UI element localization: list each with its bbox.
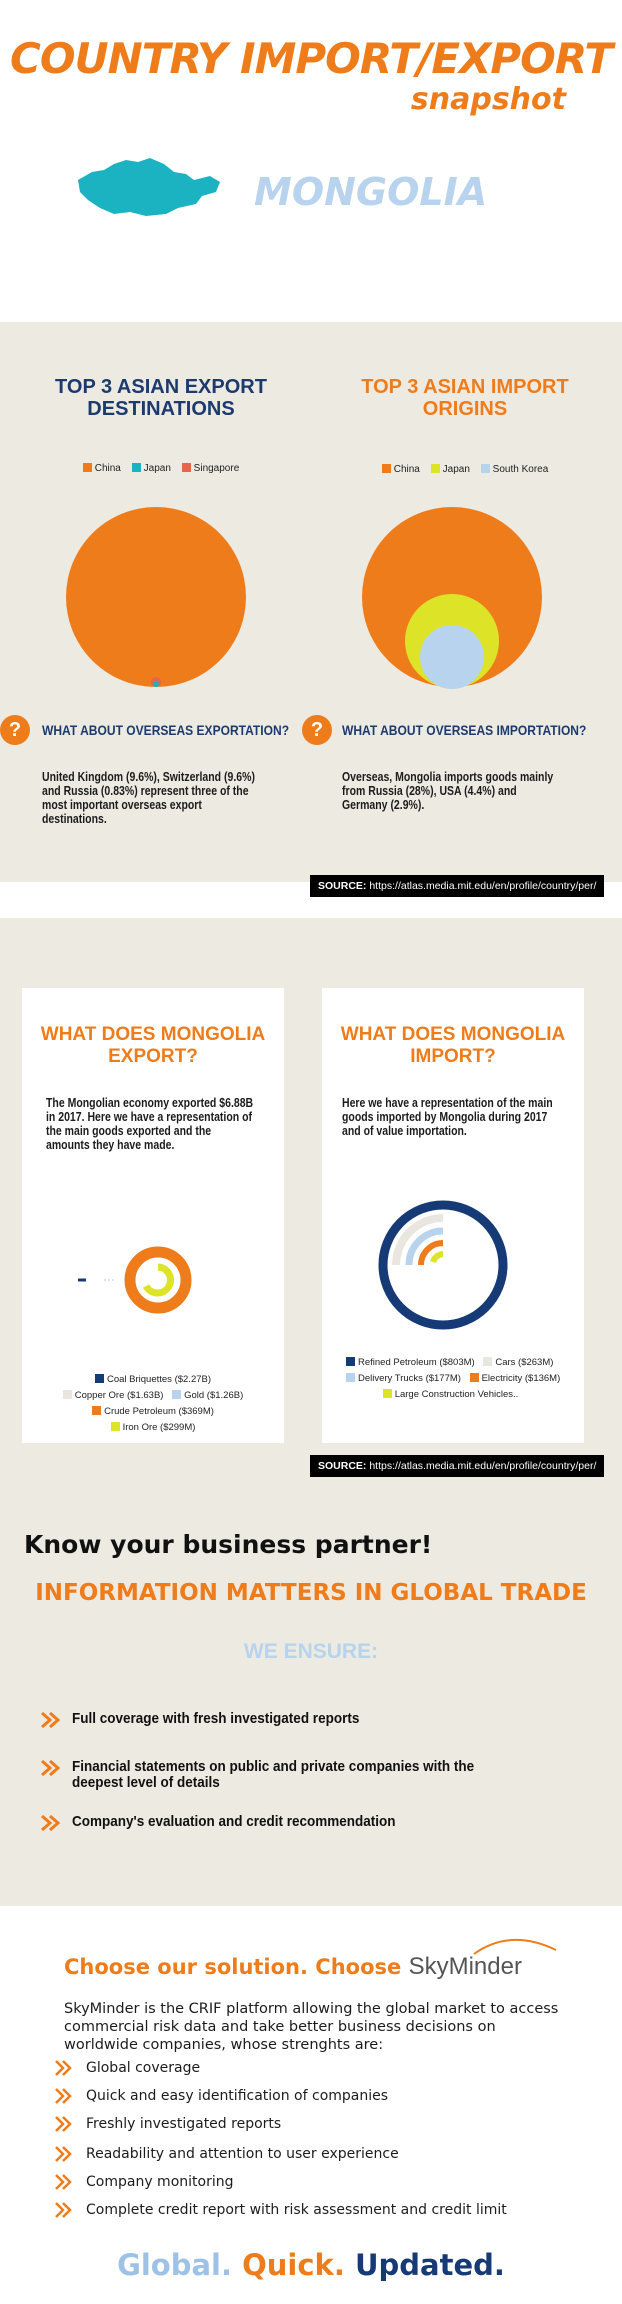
source-link[interactable]: https://atlas.media.mit.edu/en/profile/country/per/ [369,1460,597,1472]
export-card-text: The Mongolian economy exported $6.88B in 2017. Here we have a representation of the main goods exported and the amounts they have made. [46,1096,254,1152]
chevron-right-icon [40,1814,64,1832]
import-card-text: Here we have a representation of the main goods imported by Mongolia during 2017 and of value importation. [342,1096,553,1138]
legend-swatch [382,464,391,473]
feature-item [54,2115,281,2134]
legend-item: China [382,464,420,475]
question-icon: ? [0,715,30,745]
overseas-export-text: United Kingdom (9.6%), Switzerland (9.6%) and Russia (0.83%) represent three of the most important overseas export destinations. [42,770,255,826]
tagline [0,2248,622,2282]
skyminder-brand: SkyMinder [408,1953,522,1980]
ring-crude-petroleum [130,1252,186,1308]
legend-item: China [83,463,121,474]
legend-item: Singapore [182,463,240,474]
skyminder-description: SkyMinder is the CRIF platform allowing the global market to access commercial risk data and take better business decisions on worldwide companies, whose strenghts are: [64,2001,559,2053]
export-card-title: WHAT DOES MONGOLIA EXPORT? [40,1024,266,1067]
legend-swatch [83,463,92,472]
legend-item: Large Construction Vehicles.. [383,1389,519,1400]
legend-item: Iron Ore ($299M) [111,1422,196,1433]
export-destinations-legend [36,463,286,474]
legend-item: Japan [132,463,171,474]
feature-text: Company monitoring [86,2174,234,2190]
feature-item [54,2173,233,2192]
legend-swatch [470,1373,479,1382]
feature-item [54,2087,388,2106]
legend-item: Japan [431,464,470,475]
legend-item: South Korea [481,464,549,475]
legend-item: Copper Ore ($1.63B) [63,1390,164,1401]
source-link[interactable]: https://atlas.media.mit.edu/en/profile/country/per/ [369,880,597,892]
legend-swatch [346,1357,355,1366]
legend-item: Cars ($263M) [483,1357,553,1368]
legend-swatch [431,464,440,473]
source-citation: SOURCE: https://atlas.media.mit.edu/en/profile/country/per/ [310,875,604,897]
tagline-global: Global. [117,2248,233,2282]
legend-swatch [63,1390,72,1399]
chevron-right-icon [54,2201,76,2219]
ensure-item [40,1814,600,1833]
legend-swatch [346,1373,355,1382]
feature-text: Freshly investigated reports [86,2116,282,2132]
ensure-item-text: Financial statements on public and private companies with the deepest level of details [72,1758,475,1791]
feature-text: Quick and easy identification of companies [86,2088,389,2104]
partner-title: Know your business partner! [24,1530,433,1559]
export-goods-chart [70,1240,200,1320]
legend-swatch [95,1374,104,1383]
ring-iron-ore [146,1267,171,1293]
legend-swatch [383,1389,392,1398]
import-origins-chart [356,505,556,690]
ensure-item [40,1759,600,1791]
chevron-right-icon [54,2145,76,2163]
import-goods-chart [378,1200,508,1330]
chevron-right-icon [54,2059,76,2077]
legend-item: Delivery Trucks ($177M) [346,1373,461,1384]
country-name: MONGOLIA [254,170,488,214]
chevron-right-icon [54,2115,76,2133]
legend-swatch [172,1390,181,1399]
export-destinations-title: TOP 3 ASIAN EXPORT DESTINATIONS [55,376,267,420]
we-ensure-heading: WE ENSURE: [243,1640,379,1663]
legend-swatch [481,464,490,473]
feature-item [54,2145,399,2164]
import-goods-legend [346,1355,581,1403]
chevron-right-icon [54,2087,76,2105]
source-citation: SOURCE: https://atlas.media.mit.edu/en/profile/country/per/ [310,1455,604,1477]
ring-large-construction-vehicles [433,1254,443,1262]
question-icon: ? [302,715,332,745]
import-card-title: WHAT DOES MONGOLIA IMPORT? [340,1024,566,1067]
export-destinations-chart [60,505,260,690]
ring-refined-petroleum [383,1205,503,1325]
export-goods-legend [46,1372,266,1436]
ensure-item-text: Company's evaluation and credit recommendation [72,1813,396,1830]
import-origins-title: TOP 3 ASIAN IMPORT ORIGINS [361,376,569,420]
legend-swatch [483,1357,492,1366]
feature-text: Readability and attention to user experience [86,2146,399,2162]
legend-item: Refined Petroleum ($803M) [346,1357,475,1368]
mongolia-map-icon [70,150,228,220]
legend-item: Gold ($1.26B) [172,1390,243,1401]
overseas-import-question: WHAT ABOUT OVERSEAS IMPORTATION? [342,722,587,738]
legend-swatch [182,463,191,472]
overseas-export-question: WHAT ABOUT OVERSEAS EXPORTATION? [42,722,290,738]
choose-solution-heading: Choose our solution. Choose SkyMinder [64,1953,522,1980]
bubble-south-korea [420,625,484,689]
tagline-updated: Updated. [354,2248,505,2282]
chevron-right-icon [40,1759,64,1777]
ensure-item-text: Full coverage with fresh investigated reports [72,1710,360,1727]
feature-text: Complete credit report with risk assessment and credit limit [86,2202,507,2218]
legend-item: Electricity ($136M) [470,1373,561,1384]
ensure-item [40,1711,600,1730]
page-title: COUNTRY IMPORT/EXPORT [10,34,612,83]
legend-item: Coal Briquettes ($2.27B) [95,1374,211,1385]
legend-swatch [92,1406,101,1415]
legend-swatch [111,1422,120,1431]
chevron-right-icon [40,1711,64,1729]
import-origins-legend [340,464,590,475]
overseas-import-text: Overseas, Mongolia imports goods mainly from Russia (28%), USA (4.4%) and Germany (2.9%). [342,770,554,812]
feature-item [54,2201,507,2220]
page-subtitle: snapshot [410,82,566,117]
legend-swatch [132,463,141,472]
tagline-quick: Quick. [242,2248,345,2282]
feature-text: Global coverage [86,2060,201,2076]
legend-item: Crude Petroleum ($369M) [92,1406,214,1417]
partner-subtitle: INFORMATION MATTERS IN GLOBAL TRADE [35,1580,587,1606]
chevron-right-icon [54,2173,76,2191]
partner-section [0,1508,622,1906]
feature-item [54,2059,200,2078]
bubble-japan [153,681,159,687]
bubble-china [66,507,246,687]
